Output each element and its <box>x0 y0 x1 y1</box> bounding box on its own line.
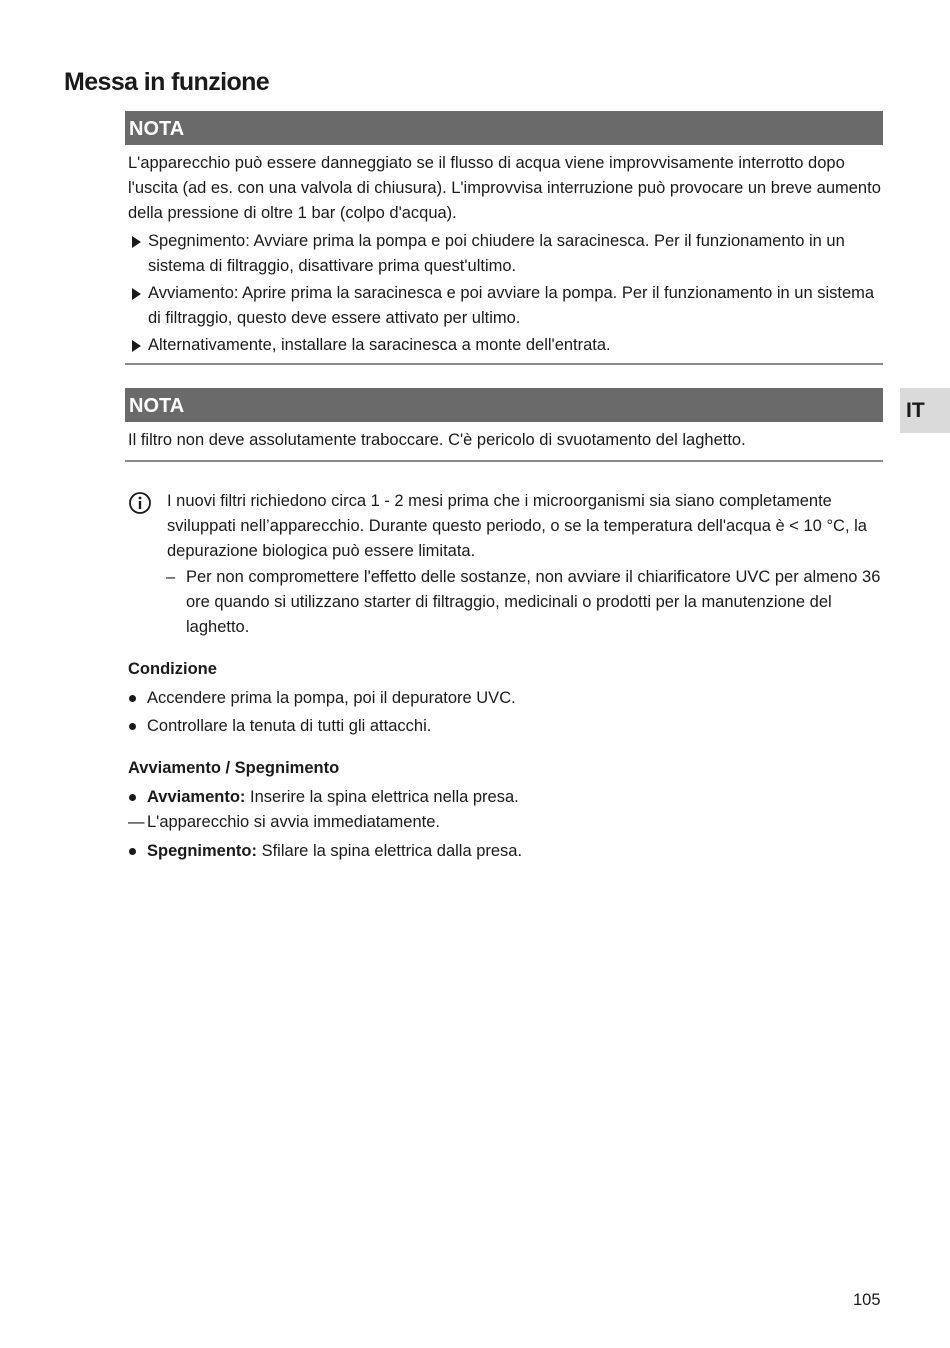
bullet-dot <box>129 723 136 730</box>
notice-text: L'apparecchio può essere danneggiato se il flusso di acqua viene improvvisamente interrotto dopo l'uscita (ad es. con una valvola di chiusura). L'improvvisa interruzione può provocare un breve aumento della pressione di oltre 1 bar (colpo d'acqua). <box>128 154 881 222</box>
bullet-dot <box>129 848 136 855</box>
bullet-text: Sfilare la spina elettrica dalla presa. <box>261 842 523 860</box>
step-item <box>128 333 883 358</box>
page-title: Messa in funzione <box>64 68 270 96</box>
bullet-item <box>128 714 883 739</box>
notice-box-overflow <box>125 388 883 462</box>
section-title: Condizione <box>128 660 217 678</box>
info-text: I nuovi filtri richiedono circa 1 - 2 mesi prima che i microorganismi sia siano completamente sviluppati nell’apparecchio. Durante questo periodo, o se la temperatura dell'acqua è < 10 °C, la depurazione biologica può essere limitata. <box>167 492 867 560</box>
notice-divider <box>125 460 883 462</box>
bullet-text: Accendere prima la pompa, poi il depuratore UVC. <box>147 689 516 707</box>
info-block <box>128 489 883 640</box>
section-avviamento <box>128 756 883 867</box>
notice-body <box>125 145 883 358</box>
section-title: Avviamento / Spegnimento <box>128 759 340 777</box>
triangle-arrow-icon <box>132 236 141 248</box>
triangle-arrow-icon <box>132 340 141 352</box>
result-item <box>128 810 883 835</box>
bullet-item <box>128 686 883 711</box>
dash-marker: — <box>128 813 145 831</box>
page-number: 105 <box>853 1291 881 1309</box>
triangle-arrow-icon <box>132 288 141 300</box>
dash-marker: – <box>166 568 176 586</box>
bullet-label: Avviamento: <box>147 788 246 806</box>
notice-header: NOTA <box>125 388 883 422</box>
notice-body <box>125 422 883 460</box>
notice-header: NOTA <box>125 111 883 145</box>
language-tab: IT <box>900 388 950 433</box>
bullet-dot <box>129 794 136 801</box>
section-condizione <box>128 657 883 742</box>
bullet-label: Spegnimento: <box>147 842 257 860</box>
notice-divider <box>125 363 883 365</box>
notice-box-pressure <box>125 111 883 365</box>
result-text: L'apparecchio si avvia immediatamente. <box>147 813 440 831</box>
dash-item-text: Per non compromettere l'effetto delle sostanze, non avviare il chiarificatore UVC per almeno 36 ore quando si utilizzano starter di filtraggio, medicinali o prodotti per la manutenzione del laghetto. <box>186 568 881 636</box>
info-icon <box>128 491 152 515</box>
step-text: Spegnimento: Avviare prima la pompa e poi chiudere la saracinesca. Per il funzionamento in un sistema di filtraggio, disattivare prima quest'ultimo. <box>148 232 845 275</box>
bullet-text: Inserire la spina elettrica nella presa. <box>250 788 519 806</box>
bullet-dot <box>129 695 136 702</box>
bullet-item <box>128 839 883 864</box>
step-item <box>128 229 883 279</box>
dash-list-item <box>128 565 883 640</box>
step-text: Avviamento: Aprire prima la saracinesca e poi avviare la pompa. Per il funzionamento in un sistema di filtraggio, questo deve essere attivato per ultimo. <box>148 284 875 327</box>
bullet-text: Controllare la tenuta di tutti gli attacchi. <box>147 717 432 735</box>
step-item <box>128 281 883 331</box>
step-text: Alternativamente, installare la saracinesca a monte dell'entrata. <box>148 336 611 354</box>
notice-text: Il filtro non deve assolutamente traboccare. C'è pericolo di svuotamento del laghetto. <box>128 431 746 449</box>
bullet-item <box>128 785 883 810</box>
